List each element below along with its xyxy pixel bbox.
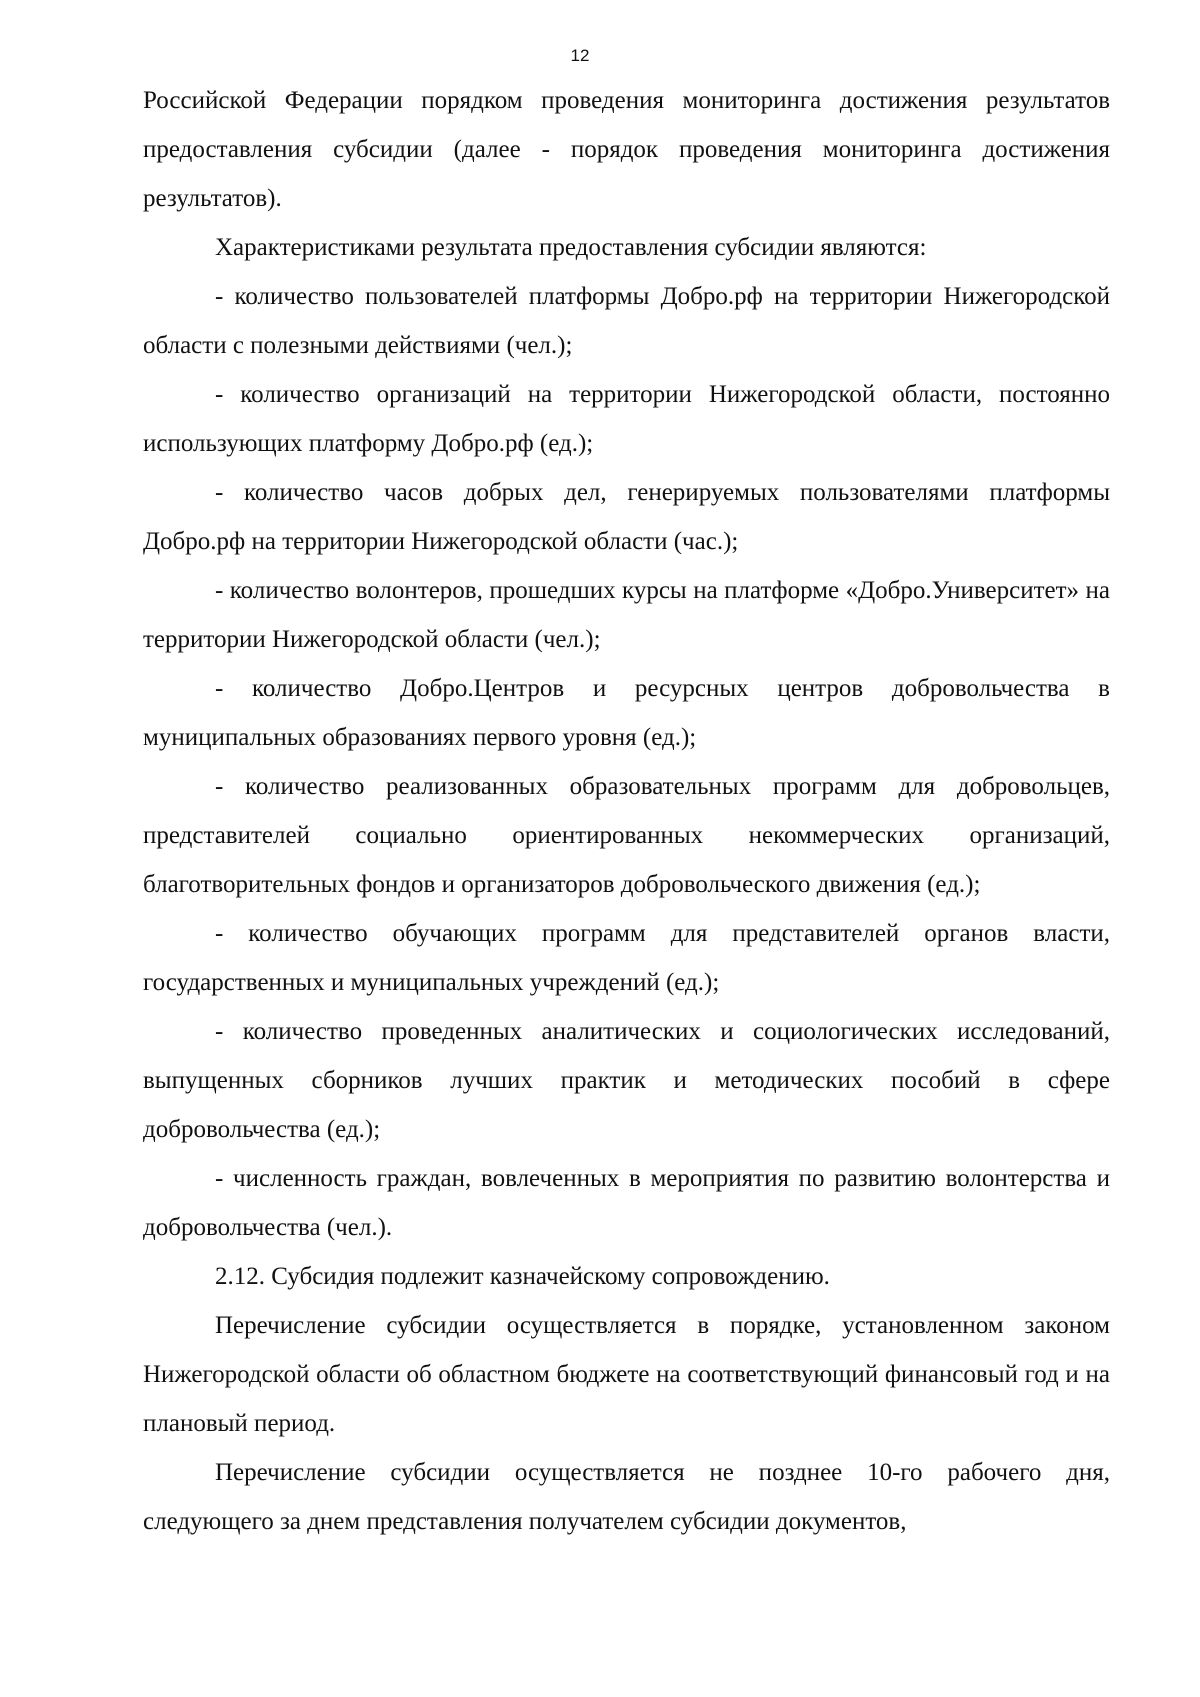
paragraph: Перечисление субсидии осуществляется не позднее 10-го рабочего дня, следующего за днем представления получателем субсидии документов, <box>143 1459 1110 1535</box>
paragraph: Перечисление субсидии осуществляется в порядке, установленном законом Нижегородской области об областном бюджете на соответствующий финансовый год и на плановый период. <box>143 1312 1110 1437</box>
paragraph: - количество часов добрых дел, генерируемых пользователями платформы Добро.рф на территории Нижегородской области (час.); <box>143 479 1110 555</box>
paragraph: 2.12. Субсидия подлежит казначейскому сопровождению. <box>215 1263 830 1290</box>
paragraph: Российской Федерации порядком проведения мониторинга достижения результатов предоставления субсидии (далее - порядок проведения мониторинга достижения результатов). <box>143 87 1110 212</box>
document-body <box>143 76 1110 1546</box>
page-number: 12 <box>570 46 590 65</box>
paragraph: - количество волонтеров, прошедших курсы на платформе «Добро.Университет» на территории Нижегородской области (чел.); <box>143 577 1110 653</box>
paragraph: - количество Добро.Центров и ресурсных центров добровольчества в муниципальных образованиях первого уровня (ед.); <box>143 675 1110 751</box>
paragraph: Характеристиками результата предоставления субсидии являются: <box>215 234 927 261</box>
paragraph: - количество пользователей платформы Добро.рф на территории Нижегородской области с полезными действиями (чел.); <box>143 283 1110 359</box>
paragraph: - количество организаций на территории Нижегородской области, постоянно использующих платформу Добро.рф (ед.); <box>143 381 1110 457</box>
paragraph: - количество проведенных аналитических и социологических исследований, выпущенных сборников лучших практик и методических пособий в сфере добровольчества (ед.); <box>143 1018 1110 1143</box>
paragraph: - численность граждан, вовлеченных в мероприятия по развитию волонтерства и добровольчества (чел.). <box>143 1165 1110 1241</box>
paragraph: - количество обучающих программ для представителей органов власти, государственных и муниципальных учреждений (ед.); <box>143 920 1110 996</box>
paragraph: - количество реализованных образовательных программ для добровольцев, представителей социально ориентированных некоммерческих организаций, благотворительных фондов и организаторов добровольческого движения (ед.); <box>143 773 1110 898</box>
